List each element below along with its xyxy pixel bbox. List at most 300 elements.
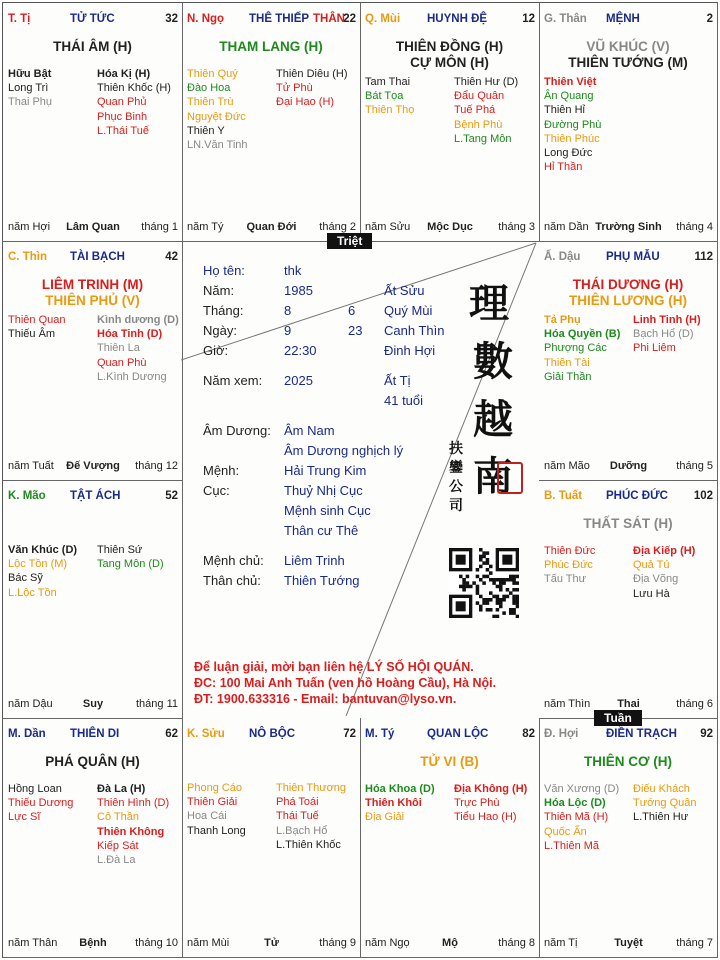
qr-module (512, 608, 516, 612)
main-star: THIÊN PHỦ (V) (45, 293, 140, 308)
qr-module (509, 608, 513, 612)
main-star: THẤT SÁT (H) (583, 516, 673, 531)
palace-name: ĐIỀN TRẠCH (606, 728, 677, 740)
minor-stars-right (633, 313, 701, 356)
qr-module (512, 595, 516, 599)
palace-name: PHÚC ĐỨC (606, 490, 668, 502)
palace-name: PHỤ MẪU (606, 251, 660, 263)
qr-module (496, 615, 500, 618)
minor-star: Tử Phù (276, 82, 313, 95)
minor-star: Điếu Khách (633, 783, 690, 795)
main-star: THAM LANG (H) (219, 39, 323, 54)
palace-branch: M. Dần (8, 728, 46, 740)
value-than-chu: Thiên Tướng (284, 573, 360, 588)
minor-star: Hóa Quyền (B) (544, 328, 621, 341)
value-day: 9 (284, 323, 292, 338)
palace-header (8, 13, 178, 27)
minor-stars-right (633, 782, 697, 825)
palace-branch: T. Tị (8, 13, 31, 25)
minor-star: Địa Không (H) (454, 783, 528, 795)
minor-star: Đường Phù (544, 118, 602, 131)
label-menh: Mệnh: (203, 463, 240, 478)
minor-star: Quả Tú (633, 559, 670, 572)
qr-module (512, 598, 516, 602)
value-menh-chu: Liêm Trinh (284, 553, 345, 568)
palace-stage: Thai (617, 698, 640, 710)
qr-module (509, 578, 513, 582)
palace-branch: N. Ngọ (187, 13, 225, 25)
palace-stage: Lâm Quan (66, 221, 120, 233)
minor-star: Hoa Cái (187, 810, 227, 823)
qr-module (516, 605, 519, 609)
palace-cell-hoi[interactable] (539, 718, 718, 958)
qr-module (466, 581, 470, 585)
main-star: THIÊN LƯƠNG (H) (569, 293, 687, 308)
minor-star: Thiên Hư (D) (454, 76, 519, 88)
minor-star: Tiểu Hao (H) (454, 811, 517, 824)
palace-cell-dau[interactable] (539, 241, 718, 481)
minor-star: Phá Toái (276, 796, 319, 809)
minor-star: Cô Thần (97, 811, 139, 824)
palace-month: tháng 5 (676, 460, 713, 472)
minor-star: Thiên Hỉ (544, 104, 585, 117)
palace-age: 112 (694, 251, 713, 263)
minor-stars-right (633, 544, 695, 601)
palace-cell-suu[interactable] (182, 718, 361, 958)
qr-module (499, 578, 503, 582)
palace-footer (8, 221, 178, 235)
qr-module (502, 611, 506, 615)
qr-module (462, 581, 466, 585)
palace-month: tháng 4 (676, 221, 713, 233)
minor-star: Quan Phù (97, 356, 147, 369)
palace-age: 102 (693, 490, 713, 502)
palace-month: tháng 6 (676, 698, 713, 710)
palace-name: TÀI BẠCH (70, 251, 125, 263)
palace-year: năm Tuất (8, 460, 54, 472)
minor-stars-left (8, 313, 65, 341)
palace-stage: Quan Đới (246, 221, 297, 233)
palace-footer (365, 937, 535, 951)
palace-header (365, 13, 535, 27)
qr-module (466, 575, 470, 579)
palace-stage: Tử (264, 937, 279, 949)
minor-stars-right (276, 67, 348, 110)
label-hour: Giờ: (203, 343, 229, 358)
minor-star: Thiên Không (97, 825, 165, 838)
palace-cell-mui[interactable] (360, 3, 540, 242)
minor-star: L.Thái Tuế (97, 124, 149, 137)
value-month-lunar: 6 (348, 303, 356, 318)
minor-star: L.Đà La (97, 854, 136, 867)
palace-name: QUAN LỘC (427, 728, 489, 740)
qr-module (489, 591, 493, 595)
value-cuc-3: Thân cư Thê (284, 523, 359, 538)
palace-cell-ngo[interactable] (182, 3, 361, 242)
minor-star: Hóa Tinh (D) (97, 328, 163, 341)
main-star: THIÊN CƠ (H) (583, 754, 672, 769)
minor-star: Thiên Việt (544, 76, 597, 88)
palace-month: tháng 7 (676, 937, 713, 949)
minor-star: Hóa Lộc (D) (544, 797, 606, 810)
palace-name: TẬT ÁCH (70, 490, 121, 502)
palace-header (365, 728, 535, 742)
minor-stars-left (8, 67, 52, 110)
qr-module (489, 565, 493, 569)
palace-age: 22 (343, 13, 356, 25)
minor-star: Địa Kiếp (H) (633, 545, 696, 557)
palace-month: tháng 10 (135, 937, 178, 949)
qr-module (499, 588, 503, 592)
minor-star: Lộc Tồn (M) (8, 558, 68, 571)
label-day: Ngày: (203, 323, 237, 338)
qr-module (486, 598, 490, 602)
contact-line-2: ĐC: 100 Mai Anh Tuấn (ven hồ Hoàng Cầu), Hà Nội. (194, 676, 497, 690)
qr-module (476, 601, 480, 605)
value-name: thk (284, 263, 302, 278)
minor-star: Thiên Y (187, 124, 225, 137)
minor-star: Phượng Các (544, 342, 607, 355)
qr-module (479, 555, 483, 559)
palace-header (544, 251, 713, 265)
qr-finder (456, 555, 466, 565)
minor-star: Long Trì (8, 82, 49, 95)
palace-age: 12 (522, 13, 535, 25)
qr-module (516, 598, 519, 602)
value-view-can: Ất Tị (384, 373, 411, 388)
qr-module (482, 598, 486, 602)
palace-branch: G. Thân (544, 13, 587, 25)
palace-header (8, 728, 178, 742)
qr-module (516, 595, 519, 599)
minor-star: Đà La (H) (97, 783, 146, 795)
value-menh: Hải Trung Kim (284, 463, 367, 478)
qr-module (516, 615, 519, 618)
value-cuc-2: Mệnh sinh Cục (284, 503, 371, 518)
palace-footer (365, 221, 535, 235)
qr-module (496, 578, 500, 582)
minor-star: Lưu Hà (633, 587, 670, 600)
palace-header (8, 490, 178, 504)
qr-module (479, 565, 483, 569)
qr-module (496, 585, 500, 589)
minor-star: Địa Võng (633, 573, 679, 586)
value-cuc: Thuỷ Nhị Cục (284, 483, 363, 498)
qr-module (512, 575, 516, 579)
qr-module (462, 578, 466, 582)
minor-stars-left (544, 75, 601, 174)
qr-module (472, 581, 476, 585)
minor-star: Phúc Đức (544, 559, 593, 572)
center-panel (181, 240, 537, 716)
qr-module (482, 561, 486, 565)
minor-star: Ân Quang (544, 90, 594, 103)
qr-module (479, 558, 483, 562)
palace-cell-tuat[interactable] (539, 480, 718, 719)
minor-star: Tướng Quân (633, 797, 697, 810)
value-day-can: Canh Thìn (384, 323, 445, 338)
palace-age: 92 (700, 728, 713, 740)
palace-branch: M. Tý (365, 728, 395, 740)
palace-month: tháng 11 (135, 698, 178, 710)
qr-module (482, 575, 486, 579)
palace-stage: Trường Sinh (595, 221, 662, 233)
minor-star: Kình dương (D) (97, 314, 179, 326)
minor-stars-right (454, 75, 518, 146)
qr-module (479, 548, 483, 552)
minor-star: Văn Xương (D) (544, 783, 620, 795)
minor-star: Thiên Mã (H) (544, 811, 609, 824)
palace-year: năm Thìn (544, 698, 591, 710)
main-star: THÁI DƯƠNG (H) (572, 277, 684, 292)
minor-star: Hữu Bật (8, 68, 52, 80)
minor-star: Phục Binh (97, 110, 148, 123)
palace-branch: B. Tuất (544, 490, 583, 502)
palace-footer (544, 221, 713, 235)
minor-star: Tang Môn (D) (97, 558, 164, 571)
palace-age: 2 (706, 13, 713, 25)
qr-module (499, 601, 503, 605)
qr-module (492, 578, 496, 582)
minor-star: L.Lộc Tồn (8, 586, 57, 599)
minor-stars-right (97, 67, 171, 138)
value-month: 8 (284, 303, 292, 318)
label-view-year: Năm xem: (203, 373, 263, 388)
minor-stars-left (544, 782, 619, 853)
palace-year: năm Tị (544, 937, 578, 949)
qr-module (476, 588, 480, 592)
qr-module (489, 608, 493, 612)
palace-year: năm Mùi (187, 937, 230, 949)
main-star: THIÊN ĐỒNG (H) (395, 39, 504, 54)
qr-module (486, 575, 490, 579)
minor-star: Quan Phủ (97, 96, 147, 109)
palace-header (187, 13, 356, 27)
minor-star: Thiên Diêu (H) (276, 68, 348, 80)
minor-stars-right (276, 781, 346, 852)
minor-star: Thiếu Âm (8, 328, 56, 341)
minor-star: Thiên Trù (187, 96, 234, 109)
palace-stage: Mộc Dục (427, 221, 473, 233)
label-menh-chu: Mệnh chủ: (203, 553, 264, 568)
value-hour: 22:30 (284, 343, 317, 358)
palace-year: năm Dậu (8, 698, 53, 710)
main-star: PHÁ QUÂN (H) (45, 754, 140, 769)
minor-star: Đẩu Quân (454, 90, 505, 103)
palace-name: THIÊN DI (70, 728, 120, 740)
value-view-year: 2025 (284, 373, 313, 388)
qr-module (512, 578, 516, 582)
qr-module (499, 598, 503, 602)
qr-finder (502, 555, 512, 565)
minor-star: Thái Tuế (276, 810, 319, 823)
palace-name: THÊ THIẾP (249, 13, 310, 25)
palace-age: 42 (165, 251, 178, 263)
palace-month: tháng 8 (498, 937, 535, 949)
palace-branch: Đ. Hợi (544, 728, 579, 740)
main-star: LIÊM TRINH (M) (41, 277, 144, 292)
qr-module (476, 591, 480, 595)
minor-star: Thiên Phúc (544, 132, 600, 145)
palace-header (8, 251, 178, 265)
calligraphy-char-4: 南 (473, 453, 513, 500)
qr-module (489, 598, 493, 602)
palace-year: năm Mão (544, 460, 590, 472)
minor-star: Thiên Đức (544, 545, 596, 557)
qr-module (499, 605, 503, 609)
minor-star: Tả Phụ (544, 314, 581, 326)
minor-star: Bát Tọa (365, 90, 404, 103)
qr-code[interactable] (449, 548, 519, 618)
palace-month: tháng 12 (135, 460, 178, 472)
minor-star: Bệnh Phù (454, 118, 503, 131)
minor-star: L.Thiên Khốc (276, 838, 341, 851)
qr-module (499, 585, 503, 589)
minor-star: Nguyệt Đức (187, 110, 246, 123)
palace-age: 52 (165, 490, 178, 502)
minor-stars-right (97, 782, 169, 867)
qr-module (509, 611, 513, 615)
palace-footer (8, 460, 178, 474)
minor-stars-left (365, 75, 414, 118)
palace-cell-mao[interactable] (3, 480, 183, 719)
value-hour-can: Đinh Hợi (384, 343, 436, 358)
qr-module (512, 601, 516, 605)
palace-month: tháng 1 (141, 221, 178, 233)
palace-than-tag: THÂN (313, 13, 345, 25)
minor-star: Tam Thai (365, 76, 411, 88)
palace-cell-ty[interactable] (360, 718, 540, 958)
label-year: Năm: (203, 283, 235, 298)
palace-year: năm Hợi (8, 221, 51, 233)
qr-module (462, 588, 466, 592)
minor-star: Thai Phụ (8, 96, 53, 109)
minor-star: Văn Khúc (D) (8, 544, 78, 556)
palace-cell-than[interactable] (539, 3, 718, 242)
palace-stage: Suy (82, 698, 104, 710)
contact-line-1: Để luận giải, mời bạn liên hệ LÝ SỐ HỘI QUÁN. (194, 660, 474, 674)
value-age: 41 tuổi (384, 393, 424, 408)
palace-header (544, 728, 713, 742)
palace-age: 82 (522, 728, 535, 740)
main-star: TỬ VI (B) (420, 754, 479, 769)
minor-star: Bạch Hổ (D) (633, 328, 694, 341)
palace-stage: Đế Vượng (66, 460, 120, 472)
palace-age: 32 (165, 13, 178, 25)
palace-branch: K. Mão (8, 490, 46, 502)
palace-header (187, 728, 356, 742)
qr-module (492, 595, 496, 599)
palace-year: năm Ngọ (365, 937, 410, 949)
minor-star: Thiên Giải (187, 796, 238, 809)
minor-star: Thiên Quan (8, 314, 66, 326)
qr-module (516, 575, 519, 579)
minor-star: Hóa Kị (H) (97, 68, 151, 80)
value-amduong: Âm Nam (284, 423, 335, 438)
label-cuc: Cục: (203, 483, 230, 498)
qr-module (486, 561, 490, 565)
minor-star: Trực Phù (454, 797, 500, 810)
minor-star: Thiên Sứ (97, 544, 143, 556)
qr-module (509, 575, 513, 579)
qr-module (466, 585, 470, 589)
palace-cell-ti[interactable] (3, 3, 183, 242)
main-star: CỰ MÔN (H) (410, 55, 489, 70)
palace-year: năm Tý (187, 221, 224, 233)
minor-star: Tấu Thư (544, 573, 587, 586)
palace-cell-thin[interactable] (3, 241, 183, 481)
minor-stars-left (8, 782, 73, 825)
qr-module (509, 591, 513, 595)
minor-star: Thanh Long (187, 824, 246, 837)
minor-star: Quốc Ấn (544, 825, 587, 838)
minor-star: L.Tang Môn (454, 132, 512, 145)
palace-year: năm Thân (8, 937, 58, 949)
red-seal (497, 462, 523, 494)
palace-branch: Q. Mùi (365, 13, 401, 25)
minor-star: Thiếu Dương (8, 797, 74, 810)
palace-age: 72 (343, 728, 356, 740)
qr-module (492, 581, 496, 585)
minor-star: Phong Cáo (187, 782, 243, 794)
palace-year: năm Dần (544, 221, 589, 233)
minor-star: Thiên Tài (544, 356, 590, 369)
qr-module (516, 588, 519, 592)
qr-module (502, 578, 506, 582)
qr-module (516, 581, 519, 585)
palace-footer (187, 937, 356, 951)
minor-star: Đại Hao (H) (276, 96, 335, 109)
palace-stage: Bệnh (79, 937, 107, 949)
minor-stars-left (544, 544, 595, 587)
qr-module (489, 571, 493, 575)
minor-star: Thiên Thọ (365, 104, 415, 117)
qr-finder (456, 601, 466, 611)
palace-month: tháng 9 (319, 937, 356, 949)
minor-star: Lực Sĩ (8, 811, 41, 824)
palace-month: tháng 3 (498, 221, 535, 233)
qr-module (512, 611, 516, 615)
minor-star: Linh Tinh (H) (633, 314, 701, 326)
qr-module (499, 581, 503, 585)
palace-header (544, 490, 713, 504)
qr-module (479, 605, 483, 609)
minor-star: Thiên Khốc (H) (97, 82, 171, 95)
palace-year: năm Sửu (365, 221, 411, 233)
palace-footer (544, 460, 713, 474)
palace-name: HUYNH ĐỆ (427, 13, 488, 25)
minor-star: Thiên Quý (187, 68, 238, 80)
calligraphy-char-2: 數 (473, 338, 513, 385)
calligraphy-char-1: 理 (469, 280, 509, 327)
qr-module (462, 585, 466, 589)
palace-stage: Tuyệt (614, 937, 643, 949)
palace-stage: Mộ (442, 937, 458, 949)
qr-module (512, 588, 516, 592)
palace-cell-dan[interactable] (3, 718, 183, 958)
palace-footer (544, 937, 713, 951)
qr-module (482, 601, 486, 605)
minor-star: L.Thiên Hư (633, 811, 689, 824)
minor-star: L.Thiên Mã (544, 839, 600, 852)
calligraphy-char-3: 越 (473, 396, 513, 443)
minor-stars-right (454, 782, 527, 825)
label-than-chu: Thân chủ: (203, 573, 261, 588)
qr-module (486, 558, 490, 562)
qr-module (496, 598, 500, 602)
minor-star: Thiên La (97, 342, 140, 355)
qr-module (479, 595, 483, 599)
